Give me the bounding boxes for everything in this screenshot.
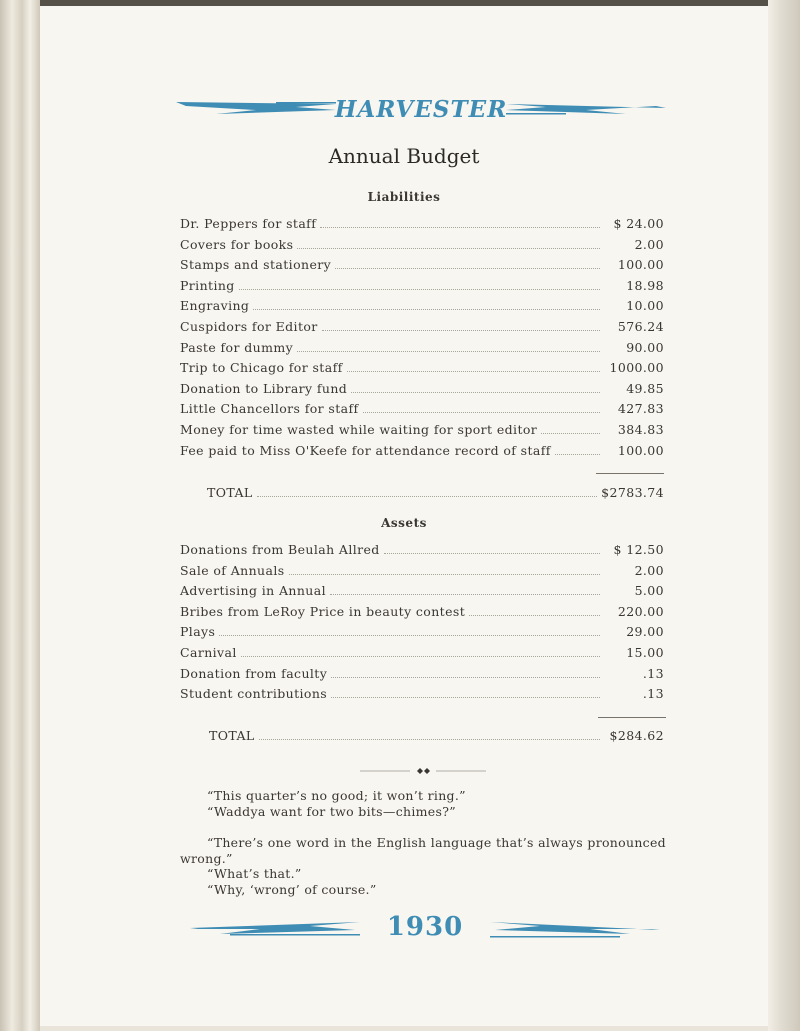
jokes-block [180, 788, 666, 897]
ledger-row [180, 381, 664, 402]
dot-leader [239, 289, 600, 290]
item-amount: $ 24.00 [613, 216, 664, 231]
item-label: Donations from Beulah Allred [180, 542, 380, 557]
item-label: Little Chancellors for staff [180, 401, 359, 417]
item-amount: 90.00 [626, 339, 664, 355]
item-amount: $ 12.50 [613, 542, 664, 557]
dot-leader [330, 594, 600, 595]
liabilities-total-rule [596, 473, 664, 474]
ledger-row [180, 278, 664, 299]
assets-list [180, 542, 664, 707]
dot-leader [351, 392, 600, 393]
dot-leader [219, 635, 600, 636]
ledger-row [180, 298, 664, 319]
masthead-title: HARVESTER [334, 96, 508, 123]
ledger-row [180, 360, 664, 381]
ledger-row [180, 542, 664, 563]
ledger-row [180, 604, 664, 625]
dot-leader [555, 454, 600, 455]
dot-leader [289, 574, 600, 575]
item-label: Student contributions [180, 686, 328, 702]
masthead-banner [176, 94, 666, 130]
item-amount: .13 [642, 665, 664, 681]
total-amount: $284.62 [609, 728, 664, 743]
item-amount: 5.00 [634, 583, 664, 599]
item-amount: 100.00 [617, 442, 664, 458]
dot-leader [320, 227, 600, 228]
item-label: Money for time wasted while waiting for sport editor [180, 421, 538, 437]
item-label: Cuspidors for Editor [180, 318, 318, 334]
item-amount: 427.83 [617, 401, 664, 417]
joke-line: “Waddya want for two bits—chimes?” [207, 803, 456, 819]
dot-leader [253, 309, 600, 310]
ledger-row [180, 340, 664, 361]
total-label: TOTAL [207, 485, 253, 500]
assets-heading: Assets [381, 516, 427, 530]
ledger-row [180, 645, 664, 666]
item-amount: 10.00 [626, 298, 664, 314]
dot-leader [331, 697, 600, 698]
dot-leader [331, 677, 600, 678]
item-amount: 1000.00 [609, 360, 664, 376]
dot-leader [347, 371, 600, 372]
ledger-row [180, 422, 664, 443]
dot-leader [241, 656, 600, 657]
dot-leader [335, 268, 600, 269]
dot-leader [297, 248, 600, 249]
item-amount: 18.98 [626, 277, 664, 293]
joke-line: “This quarter’s no good; it won’t ring.” [207, 788, 466, 803]
ledger-row [180, 443, 664, 464]
joke-line: “There’s one word in the English language that’s always pronounced wrong.” [180, 835, 666, 866]
total-amount: $2783.74 [601, 485, 664, 500]
dot-leader [322, 330, 600, 331]
item-amount: 49.85 [626, 380, 664, 396]
item-label: Paste for dummy [180, 339, 294, 355]
dot-leader [384, 553, 600, 554]
dot-leader [363, 412, 600, 413]
ledger-row [180, 666, 664, 687]
ledger-row [180, 401, 664, 422]
ledger-row [180, 216, 664, 237]
item-amount: 29.00 [626, 624, 664, 640]
joke-line: “Why, ‘wrong’ of course.” [207, 881, 377, 897]
book-binding-edge [0, 0, 40, 1031]
total-row [180, 485, 664, 506]
liabilities-list [180, 216, 664, 463]
item-label: Bribes from LeRoy Price in beauty contest [180, 603, 466, 619]
item-amount: 576.24 [617, 318, 664, 334]
item-amount: 384.83 [617, 421, 664, 437]
diamond-divider-icon [360, 766, 486, 776]
ledger-row [180, 583, 664, 604]
item-label: Donation from faculty [180, 665, 328, 681]
footer-banner [190, 912, 660, 946]
total-row [180, 728, 664, 749]
ledger-row [180, 624, 664, 645]
item-label: Advertising in Annual [180, 583, 326, 599]
item-amount: 220.00 [617, 603, 664, 619]
joke-line: “What’s that.” [207, 866, 302, 881]
ledger-row [180, 257, 664, 278]
item-amount: 2.00 [634, 236, 664, 252]
assets-total-rule [598, 717, 666, 718]
item-label: Covers for books [180, 236, 294, 252]
total-label: TOTAL [209, 728, 255, 743]
item-label: Engraving [180, 298, 250, 314]
ledger-row [180, 563, 664, 584]
liabilities-total [180, 485, 664, 506]
item-amount: 100.00 [617, 257, 664, 273]
page-right-margin [768, 0, 800, 1031]
item-label: Stamps and stationery [180, 257, 332, 273]
dot-leader [257, 496, 598, 497]
item-label: Trip to Chicago for staff [180, 360, 343, 376]
ledger-row [180, 319, 664, 340]
item-label: Printing [180, 277, 235, 293]
item-label: Sale of Annuals [180, 562, 285, 578]
item-amount: 2.00 [634, 562, 664, 578]
page-title: Annual Budget [328, 144, 480, 168]
dot-leader [541, 433, 600, 434]
dot-leader [469, 615, 600, 616]
assets-total [180, 728, 664, 749]
dot-leader [259, 739, 600, 740]
item-amount: .13 [642, 686, 664, 702]
dot-leader [297, 351, 600, 352]
item-label: Fee paid to Miss O'Keefe for attendance record of staff [180, 442, 551, 458]
item-label: Donation to Library fund [180, 380, 348, 396]
ledger-row [180, 686, 664, 707]
item-label: Plays [180, 624, 216, 640]
ledger-row [180, 237, 664, 258]
item-label: Carnival [180, 644, 237, 660]
item-amount: 15.00 [626, 644, 664, 660]
liabilities-heading: Liabilities [367, 190, 441, 204]
item-label: Dr. Peppers for staff [180, 216, 317, 231]
yearbook-page [40, 6, 768, 1026]
footer-year: 1930 [386, 912, 464, 942]
